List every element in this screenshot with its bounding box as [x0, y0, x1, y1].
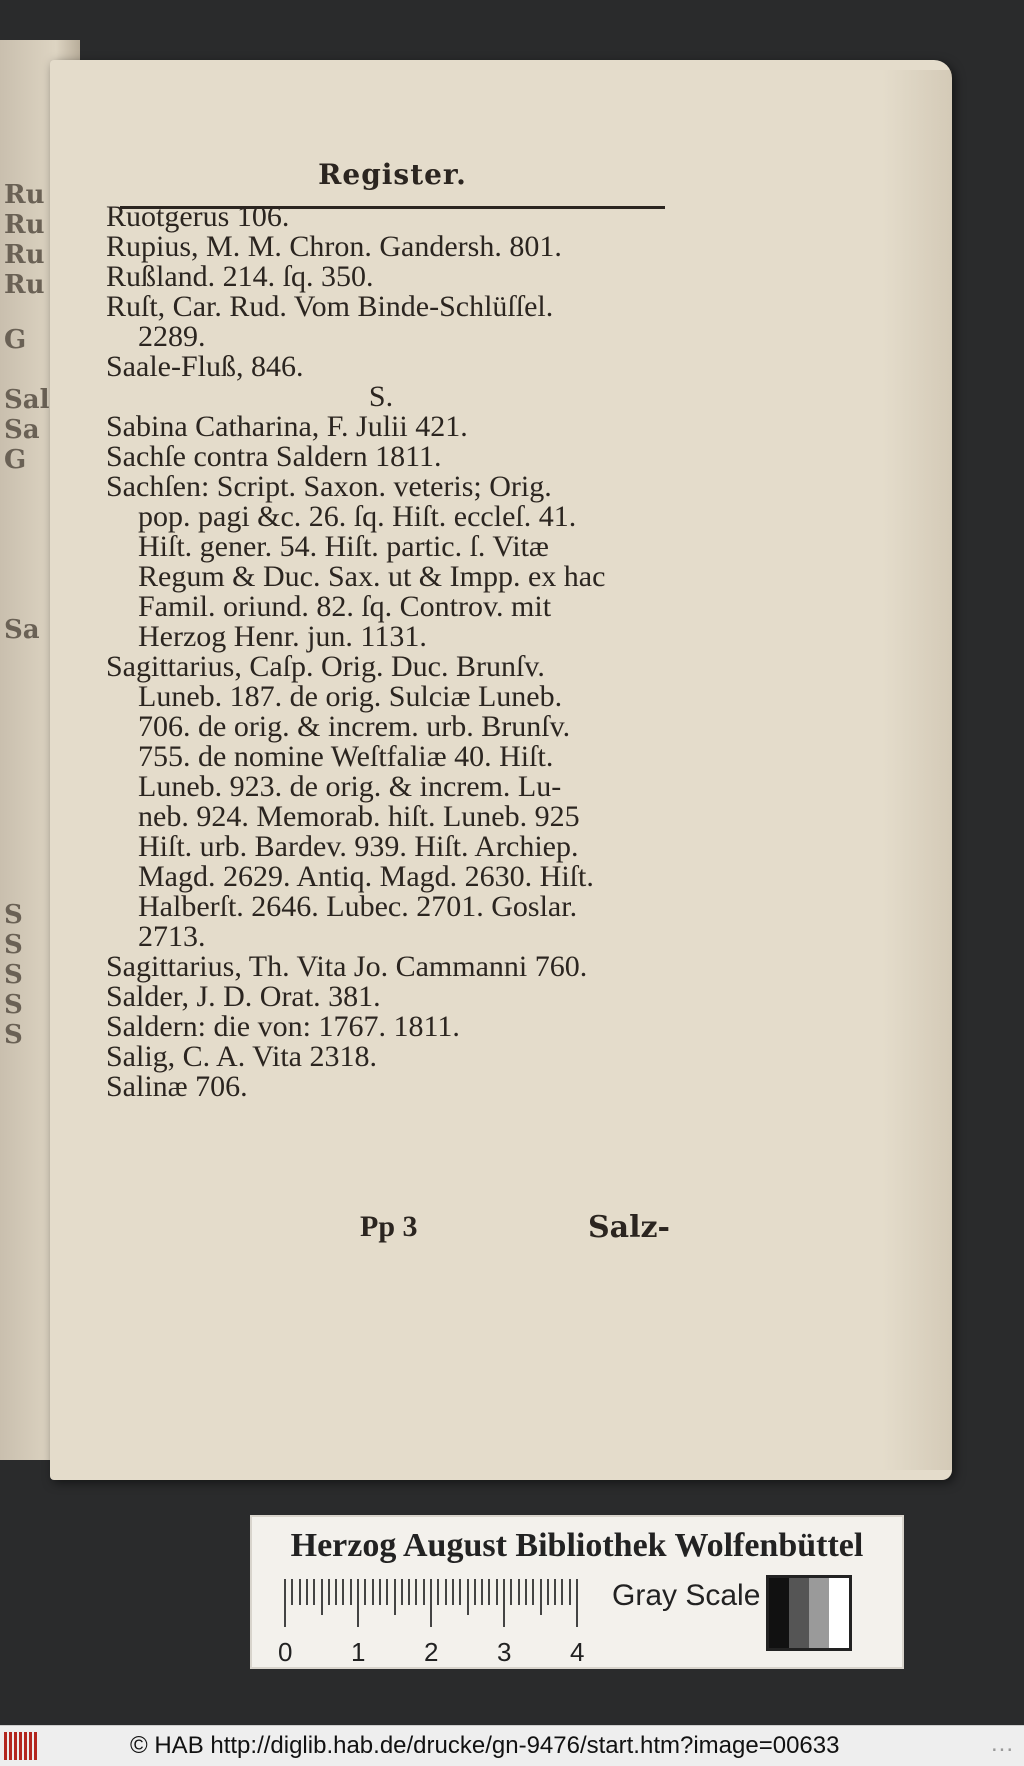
gray-scale-swatches — [766, 1575, 852, 1651]
register-entries — [106, 202, 666, 1102]
ruler-number: 2 — [424, 1637, 439, 1667]
ruler-tick — [372, 1579, 374, 1605]
ruler-tick — [525, 1579, 527, 1605]
register-entry: Halberſt. 2646. Lubec. 2701. Goslar. — [138, 890, 578, 923]
register-entry: neb. 924. Memorab. hiſt. Luneb. 925 — [138, 800, 580, 833]
facing-page-fragment: G — [4, 325, 27, 355]
ruler-tick — [518, 1579, 520, 1605]
ruler — [278, 1579, 585, 1667]
ruler-tick — [532, 1579, 534, 1605]
ruler-number: 0 — [278, 1637, 293, 1667]
ruler-tick — [394, 1579, 396, 1615]
gray-swatch — [829, 1578, 849, 1648]
register-entry: Rußland. 214. ſq. 350. — [106, 260, 374, 293]
register-entry: Hiſt. gener. 54. Hiſt. partic. ſ. Vitæ — [138, 530, 549, 563]
register-entry: Rupius, M. M. Chron. Gandersh. 801. — [106, 230, 562, 263]
ruler-tick — [430, 1579, 432, 1627]
register-entry: Saale-Fluß, 846. — [106, 350, 304, 383]
register-entry: Sagittarius, Caſp. Orig. Duc. Brunſv. — [106, 650, 545, 683]
facing-page-fragment: Sal — [4, 385, 50, 415]
facing-page-fragment: Ru — [4, 210, 45, 240]
ruler-tick — [569, 1579, 571, 1605]
ruler-number: 1 — [351, 1637, 366, 1667]
library-name: Herzog August Bibliothek Wolfenbüttel — [290, 1527, 864, 1564]
ruler-tick — [357, 1579, 359, 1627]
facing-page-fragment: G — [4, 445, 27, 475]
ruler-tick — [452, 1579, 454, 1605]
register-entry: 2289. — [138, 320, 206, 353]
ruler-tick — [401, 1579, 403, 1605]
facing-page-fragment: Ru — [4, 270, 45, 300]
ruler-tick — [313, 1579, 315, 1605]
facing-page-fragment: S — [4, 930, 23, 960]
more-menu-icon[interactable]: ... — [990, 1730, 1014, 1757]
register-entry: Saldern: die von: 1767. 1811. — [106, 1010, 460, 1043]
section-letter: S. — [368, 380, 394, 413]
register-entry: pop. pagi &c. 26. ſq. Hiſt. eccleſ. 41. — [138, 500, 577, 533]
register-entry: Sachſe contra Saldern 1811. — [106, 440, 442, 473]
register-entry: Salinæ 706. — [106, 1070, 248, 1103]
barcode-icon — [4, 1732, 44, 1760]
ruler-tick — [328, 1579, 330, 1605]
page-footer — [360, 1210, 670, 1250]
ruler-tick — [342, 1579, 344, 1605]
ruler-tick — [284, 1579, 286, 1627]
register-entry: Hiſt. urb. Bardev. 939. Hiſt. Archiep. — [138, 830, 579, 863]
ruler-tick — [291, 1579, 293, 1605]
ruler-tick — [510, 1579, 512, 1605]
color-calibration-card — [250, 1515, 904, 1669]
register-entry: Ruſt, Car. Rud. Vom Binde-Schlüſſel. — [106, 290, 554, 323]
register-entry: Sagittarius, Th. Vita Jo. Cammanni 760. — [106, 950, 588, 983]
register-entry: Salig, C. A. Vita 2318. — [106, 1040, 377, 1073]
register-entry: Salder, J. D. Orat. 381. — [106, 980, 381, 1013]
ruler-tick — [561, 1579, 563, 1605]
ruler-tick — [321, 1579, 323, 1615]
facing-page-fragment: Sa — [4, 415, 40, 445]
ruler-tick — [379, 1579, 381, 1605]
facing-page-fragment: S — [4, 990, 23, 1020]
register-entry: Magd. 2629. Antiq. Magd. 2630. Hiſt. — [138, 860, 594, 893]
facing-page-fragment: Ru — [4, 180, 45, 210]
gray-scale-label: Gray Scale — [612, 1579, 761, 1612]
register-entry: 755. de nomine Weſtfaliæ 40. Hiſt. — [138, 740, 554, 773]
signature-mark: Pp 3 — [360, 1210, 418, 1243]
register-entry: Ruotgerus 106. — [106, 200, 290, 233]
image-credit-link[interactable]: © HAB http://diglib.hab.de/drucke/gn-9476/start.htm?image=00633 — [130, 1732, 840, 1759]
ruler-tick — [350, 1579, 352, 1605]
status-bar — [0, 1725, 1024, 1766]
ruler-tick — [481, 1579, 483, 1605]
register-entry: Luneb. 187. de orig. Sulciæ Luneb. — [138, 680, 563, 713]
facing-page-fragment: Sa — [4, 615, 40, 645]
register-entry: 2713. — [138, 920, 206, 953]
gray-swatch — [769, 1578, 789, 1648]
facing-page-fragment: S — [4, 900, 23, 930]
ruler-tick — [459, 1579, 461, 1605]
ruler-tick — [386, 1579, 388, 1605]
register-entry: Regum & Duc. Sax. ut & Impp. ex hac — [138, 560, 606, 593]
register-entry: 706. de orig. & increm. urb. Brunſv. — [138, 710, 571, 743]
register-entry: Sachſen: Script. Saxon. veteris; Orig. — [106, 470, 552, 503]
catchword: Salz- — [588, 1210, 670, 1245]
facing-page-fragment: S — [4, 960, 23, 990]
ruler-tick — [445, 1579, 447, 1605]
ruler-number: 3 — [497, 1637, 512, 1667]
ruler-tick — [408, 1579, 410, 1605]
ruler-tick — [554, 1579, 556, 1605]
page-title: Register. — [318, 158, 467, 191]
ruler-tick — [540, 1579, 542, 1615]
ruler-tick — [547, 1579, 549, 1605]
ruler-tick — [437, 1579, 439, 1605]
register-entry: Sabina Catharina, F. Julii 421. — [106, 410, 468, 443]
ruler-number: 4 — [570, 1637, 585, 1667]
ruler-tick — [306, 1579, 308, 1605]
gray-swatch — [809, 1578, 829, 1648]
gray-swatch — [789, 1578, 809, 1648]
facing-page-fragment: Ru — [4, 240, 45, 270]
ruler-tick — [503, 1579, 505, 1627]
ruler-tick — [576, 1579, 578, 1627]
ruler-tick — [364, 1579, 366, 1605]
ruler-tick — [415, 1579, 417, 1605]
ruler-tick — [299, 1579, 301, 1605]
register-entry: Luneb. 923. de orig. & increm. Lu- — [138, 770, 562, 803]
ruler-tick — [474, 1579, 476, 1605]
register-entry: Herzog Henr. jun. 1131. — [138, 620, 427, 653]
ruler-tick — [423, 1579, 425, 1605]
ruler-tick — [488, 1579, 490, 1605]
ruler-tick — [496, 1579, 498, 1605]
register-entry: Famil. oriund. 82. ſq. Controv. mit — [138, 590, 552, 623]
facing-page-fragment: S — [4, 1020, 23, 1050]
ruler-tick — [335, 1579, 337, 1605]
ruler-tick — [467, 1579, 469, 1615]
